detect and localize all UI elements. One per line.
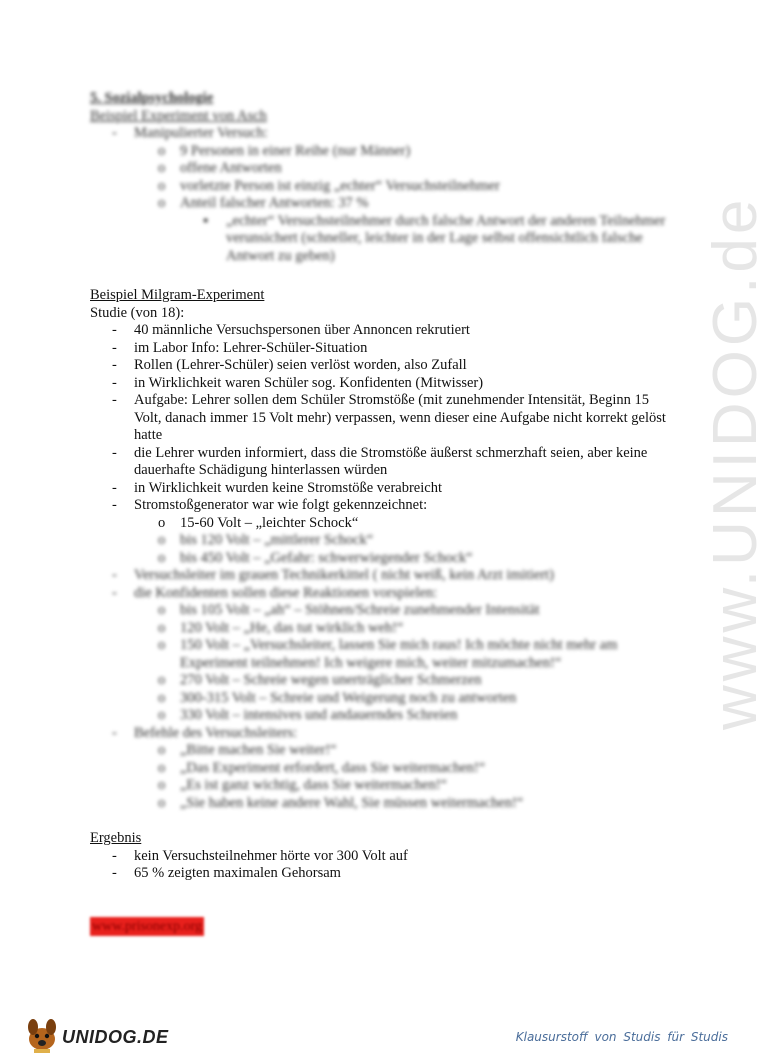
list-item: o „Bitte machen Sie weiter!“ <box>90 742 670 760</box>
list-item: o bis 120 Volt – „mittlerer Schock“ <box>90 532 670 550</box>
list-item: - Versuchsleiter im grauen Technikerkittel ( nicht weiß, kein Arzt imitiert) <box>90 567 670 585</box>
list-item: - 40 männliche Versuchspersonen über Annoncen rekrutiert <box>90 322 670 340</box>
list-item: - 65 % zeigten maximalen Gehorsam <box>90 865 670 883</box>
watermark: www.UNIDOG.de <box>701 195 770 730</box>
list-item: - Aufgabe: Lehrer sollen dem Schüler Stromstöße (mit zunehmender Intensität, Beginn 15 Volt, danach immer 15 Volt mehr) verpassen, wenn dieser eine Aufgabe nicht korrekt gelöst hatte <box>90 392 670 445</box>
list-item: o bis 450 Volt – „Gefahr: schwerwiegender Schock“ <box>90 550 670 568</box>
section-title: 5. Sozialpsychologie <box>90 90 214 106</box>
list-item: o „Es ist ganz wichtig, dass Sie weitermachen!“ <box>90 777 670 795</box>
prisonexp-link[interactable]: www.prisonexp.org <box>90 917 204 937</box>
list-item: - in Wirklichkeit waren Schüler sog. Konfidenten (Mitwisser) <box>90 375 670 393</box>
list-item: o 9 Personen in einer Reihe (nur Männer) <box>90 143 670 161</box>
list-item: - in Wirklichkeit wurden keine Stromstöße verabreicht <box>90 480 670 498</box>
section-subtitle: Beispiel Experiment von Asch <box>90 107 267 124</box>
list-item: - Manipulierter Versuch: <box>90 125 670 143</box>
section-intro: Studie (von 18): <box>90 304 185 321</box>
link-block <box>90 917 670 937</box>
list-item: o 300-315 Volt – Schreie und Weigerung noch zu antworten <box>90 690 670 708</box>
list-item: o vorletzte Person ist einzig „echter“ Versuchsteilnehmer <box>90 178 670 196</box>
list-item: o 270 Volt – Schreie wegen unerträglicher Schmerzen <box>90 672 670 690</box>
list-item: o bis 105 Volt – „ah“ – Stöhnen/Schreie zunehmender Intensität <box>90 602 670 620</box>
list-item: - die Konfidenten sollen diese Reaktionen vorspielen: <box>90 585 670 603</box>
dog-icon <box>22 1015 62 1055</box>
logo-text: UNIDOG.DE <box>62 1027 169 1047</box>
list-item: o „Das Experiment erfordert, dass Sie weitermachen!“ <box>90 760 670 778</box>
footer-tagline: Klausurstoff von Studis für Studis <box>515 1030 728 1044</box>
list-item: ▪ „echter“ Versuchsteilnehmer durch falsche Antwort der anderen Teilnehmer verunsichert (schneller, leichter in der Lage selbst offensichtlich falsche Antwort zu geben) <box>90 213 670 266</box>
list-item: o 150 Volt – „Versuchsleiter, lassen Sie mich raus! Ich möchte nicht mehr am Experiment teilnehmen! Ich weigere mich, weiter mitzumachen!“ <box>90 637 670 672</box>
unidog-logo[interactable] <box>22 1015 169 1055</box>
section-title: Beispiel Milgram-Experiment <box>90 287 265 303</box>
list-item: - Stromstoßgenerator war wie folgt gekennzeichnet: <box>90 497 670 515</box>
document-content <box>90 90 670 936</box>
list-item: o offene Antworten <box>90 160 670 178</box>
list-item: - die Lehrer wurden informiert, dass die Stromstöße äußerst schmerzhaft seien, aber keine dauerhafte Schädigung hinterlassen würden <box>90 445 670 480</box>
list-item: o 120 Volt – „He, das tut wirklich weh!“ <box>90 620 670 638</box>
blurred-list <box>90 532 670 812</box>
list-item: o 330 Volt – intensives und andauerndes Schreien <box>90 707 670 725</box>
list-item: - im Labor Info: Lehrer-Schüler-Situation <box>90 340 670 358</box>
list-item: o „Sie haben keine andere Wahl, Sie müssen weitermachen!“ <box>90 795 670 813</box>
section-asch <box>90 90 670 265</box>
section-result <box>90 830 670 883</box>
list-item: - kein Versuchsteilnehmer hörte vor 300 Volt auf <box>90 848 670 866</box>
section-milgram <box>90 287 670 812</box>
list-item: o 15-60 Volt – „leichter Schock“ <box>90 515 670 533</box>
list-item: o Anteil falscher Antworten: 37 % <box>90 195 670 213</box>
list-item: - Rollen (Lehrer-Schüler) seien verlöst worden, also Zufall <box>90 357 670 375</box>
section-title: Ergebnis <box>90 830 142 846</box>
list-item: - Befehle des Versuchsleiters: <box>90 725 670 743</box>
